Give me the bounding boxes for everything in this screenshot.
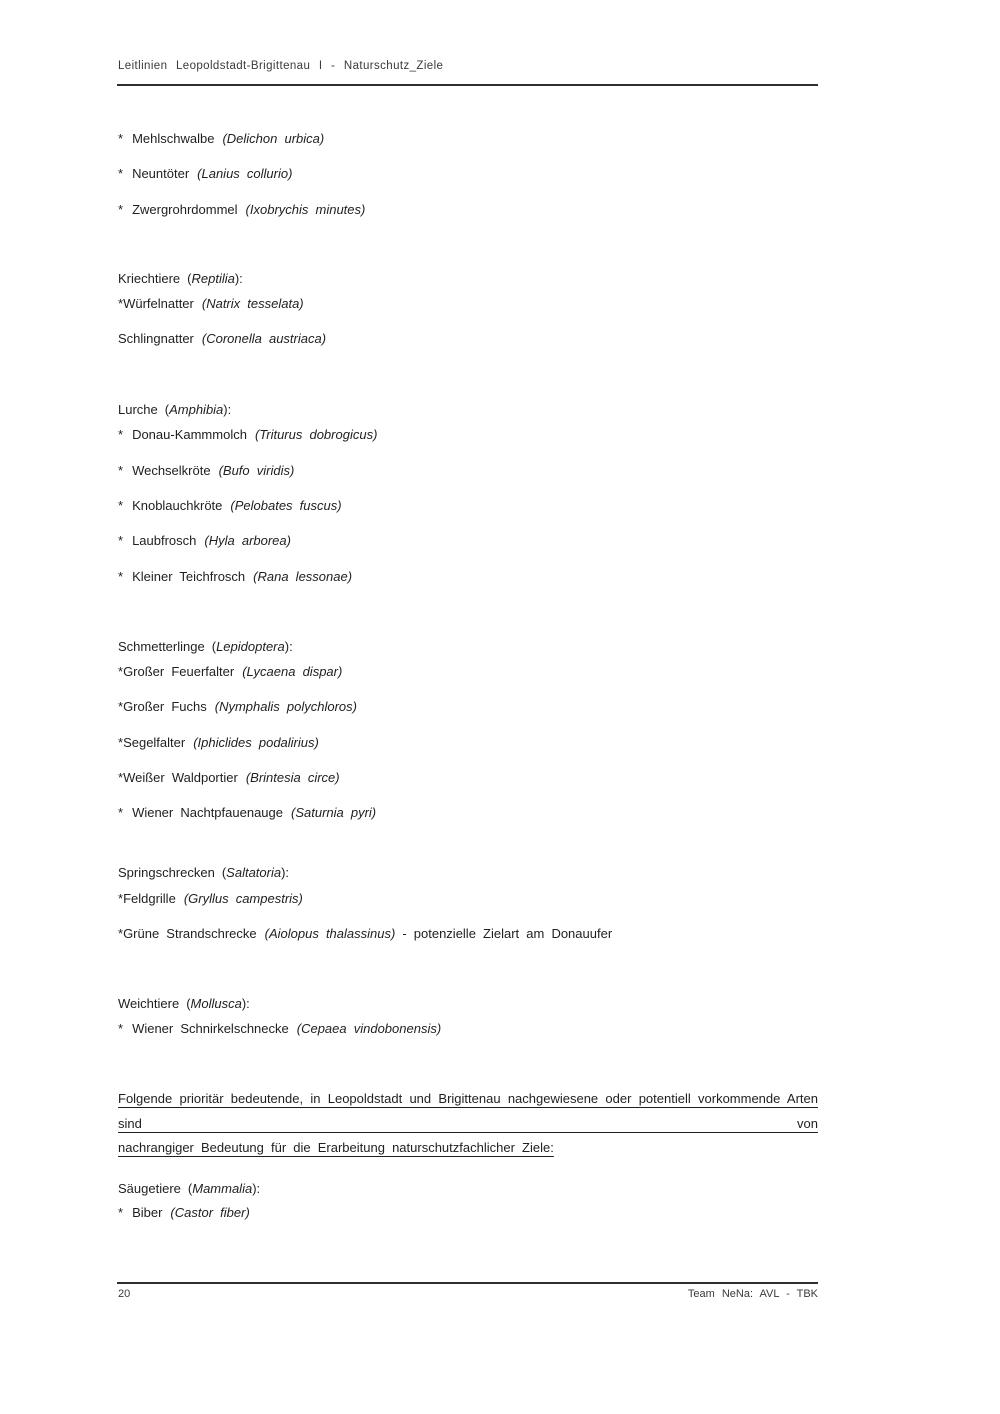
category-heading-weichtiere [118,996,878,1012]
species-item [118,1205,878,1221]
bullet-asterisk: * [118,735,124,750]
category-name: Weichtiere [118,996,180,1011]
species-latin-name: (Cepaea vindobonensis) [296,1021,442,1036]
species-latin-name: (Ixobrychis minutes) [245,202,366,217]
footer-divider [117,1282,818,1284]
species-name: Donau-Kammmolch [132,427,247,442]
species-latin-name: (Pelobates fuscus) [230,498,342,513]
species-item [118,891,878,907]
paren-close: ): [223,402,232,417]
bullet-asterisk: * [118,1205,124,1220]
species-latin-name: (Iphiclides podalirius) [193,735,319,750]
bullet-asterisk: * [118,891,124,906]
species-latin-name: (Nymphalis polychloros) [214,699,357,714]
bullet-asterisk: * [118,533,124,548]
priority-note-line-2: nachrangiger Bedeutung für die Erarbeitung naturschutzfachlicher Ziele: [118,1140,554,1155]
species-name: Knoblauchkröte [132,498,223,513]
species-note: - potenzielle Zielart am Donauufer [402,926,613,941]
species-name: Feldgrille [123,891,176,906]
species-name: Schlingnatter [118,331,194,346]
bullet-asterisk: * [118,1021,124,1036]
species-item [118,926,878,942]
species-name: Wiener Schnirkelschnecke [132,1021,289,1036]
category-heading-saeugetiere [118,1181,878,1197]
paren-open: ( [186,996,191,1011]
bullet-asterisk: * [118,202,124,217]
bullet-asterisk: * [118,805,124,820]
paren-open: ( [211,639,217,654]
category-latin-name: Amphibia [169,402,224,417]
species-name: Weißer Waldportier [123,770,238,785]
species-name: Neuntöter [132,166,190,181]
bullet-asterisk: * [118,463,124,478]
page-number: 20 [118,1288,131,1300]
species-item [118,296,878,312]
species-name: Wechselkröte [132,463,211,478]
species-item [118,805,878,821]
category-latin-name: Reptilia [191,271,235,286]
species-latin-name: (Gryllus campestris) [183,891,303,906]
category-latin-name: Lepidoptera [216,639,285,654]
bullet-asterisk: * [118,498,124,513]
species-item [118,699,878,715]
species-item [118,1021,878,1037]
paren-open: ( [187,1181,193,1196]
paren-open: ( [187,271,192,286]
priority-note-paragraph [118,1087,818,1161]
species-name: Segelfalter [123,735,186,750]
species-item [118,569,878,585]
species-latin-name: (Lycaena dispar) [242,664,343,679]
page-header-title: Leitlinien Leopoldstadt-Brigittenau I - Naturschutz_Ziele [118,60,444,72]
species-name: Kleiner Teichfrosch [132,569,246,584]
paren-close: ): [234,271,243,286]
header-divider [117,84,818,86]
category-latin-name: Saltatoria [226,865,282,880]
paren-close: ): [241,996,250,1011]
species-name: Wiener Nachtpfauenauge [132,805,283,820]
species-item [118,463,878,479]
species-latin-name: (Bufo viridis) [218,463,295,478]
species-latin-name: (Hyla arborea) [204,533,291,548]
bullet-asterisk: * [118,770,124,785]
species-item [118,664,878,680]
category-name: Lurche [118,402,158,417]
bullet-asterisk: * [118,569,124,584]
species-name: Großer Feuerfalter [123,664,235,679]
bullet-asterisk: * [118,166,124,181]
bullet-asterisk: * [118,926,124,941]
paren-close: ): [284,639,293,654]
species-name: Großer Fuchs [123,699,207,714]
species-item [118,735,878,751]
bullet-asterisk: * [118,296,124,311]
priority-note-line-1: Folgende prioritär bedeutende, in Leopoldstadt und Brigittenau nachgewiesene oder potentiell vorkommende Arten sind von [118,1091,818,1131]
species-name: Biber [132,1205,163,1220]
species-latin-name: (Castor fiber) [170,1205,250,1220]
species-latin-name: (Saturnia pyri) [291,805,377,820]
species-name: Mehlschwalbe [132,131,215,146]
species-latin-name: (Rana lessonae) [253,569,353,584]
species-latin-name: (Triturus dobrogicus) [254,427,378,442]
category-name: Springschrecken [118,865,215,880]
category-name: Kriechtiere [118,271,181,286]
category-name: Säugetiere [118,1181,181,1196]
species-name: Würfelnatter [123,296,194,311]
paren-open: ( [164,402,170,417]
species-latin-name: (Brintesia circe) [245,770,340,785]
species-name: Laubfrosch [132,533,197,548]
category-heading-kriechtiere [118,271,878,287]
species-name: Zwergrohrdommel [132,202,238,217]
species-latin-name: (Natrix tesselata) [201,296,304,311]
category-latin-name: Mollusca [190,996,242,1011]
species-item [118,770,878,786]
species-item [118,166,878,182]
species-item [118,202,878,218]
paren-close: ): [252,1181,261,1196]
bullet-asterisk: * [118,131,124,146]
footer-credit: Team NeNa: AVL - TBK [687,1288,818,1300]
category-latin-name: Mammalia [192,1181,253,1196]
category-heading-lurche [118,402,878,418]
paren-close: ): [281,865,290,880]
species-latin-name: (Aiolopus thalassinus) [264,926,396,941]
species-item [118,427,878,443]
species-name: Grüne Strandschrecke [123,926,257,941]
paren-open: ( [221,865,227,880]
category-heading-schmetterlinge [118,639,878,655]
species-item [118,498,878,514]
species-item [118,533,878,549]
species-item [118,331,878,347]
species-latin-name: (Lanius collurio) [197,166,293,181]
category-heading-springschrecken [118,865,878,881]
species-latin-name: (Delichon urbica) [222,131,325,146]
bullet-asterisk: * [118,699,124,714]
species-latin-name: (Coronella austriaca) [201,331,327,346]
bullet-asterisk: * [118,427,124,442]
category-name: Schmetterlinge [118,639,205,654]
species-item [118,131,878,147]
bullet-asterisk: * [118,664,124,679]
